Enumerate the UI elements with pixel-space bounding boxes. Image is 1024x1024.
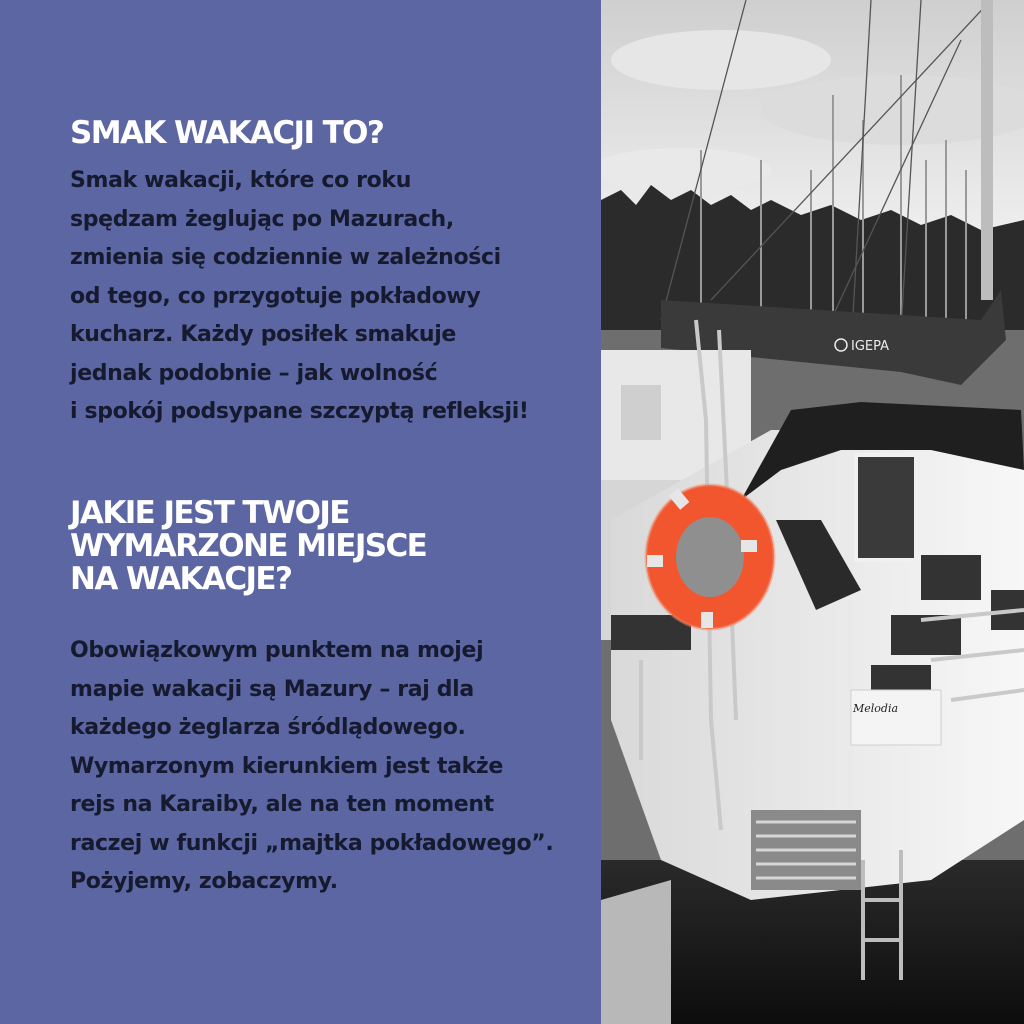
paragraph-line: i spokój podsypane szczyptą refleksji! <box>70 399 529 424</box>
paragraph-line: Pożyjemy, zobaczymy. <box>70 869 338 894</box>
paragraph-line: Wymarzonym kierunkiem jest także <box>70 753 503 779</box>
paragraph-line: kucharz. Każdy posiłek smakuje <box>70 322 456 347</box>
lifebuoy <box>646 485 774 629</box>
paragraph-line: Smak wakacji, które co roku <box>70 168 412 193</box>
heading-line: NA WAKACJE? <box>70 561 292 597</box>
paragraph-line: od tego, co przygotuje pokładowy <box>70 283 481 309</box>
paragraph-line: jednak podobnie – jak wolność <box>70 360 438 386</box>
cabin-hatch <box>856 455 916 560</box>
swim-ladder <box>751 810 861 890</box>
heading-line: JAKIE JEST TWOJE <box>70 495 349 531</box>
paragraph-line: spędzam żeglując po Mazurach, <box>70 206 454 232</box>
heading-line: WYMARZONE MIEJSCE <box>70 528 427 564</box>
section-heading-taste: SMAK WAKACJI TO? <box>70 115 384 151</box>
section-paragraph-taste <box>70 162 529 432</box>
paragraph-line: raczej w funkcji „majtka pokładowego”. <box>70 830 554 856</box>
paragraph-line: mapie wakacji są Mazury – raj dla <box>70 676 474 702</box>
paragraph-line: Obowiązkowym punktem na mojej <box>70 638 484 663</box>
sail-cover-text: IGEPA <box>851 339 890 354</box>
paragraph-line: każdego żeglarza śródlądowego. <box>70 715 466 740</box>
boat-name-text: Melodia <box>853 702 899 715</box>
section-heading-dream-place <box>70 497 426 596</box>
paragraph-line: zmienia się codziennie w zależności <box>70 245 501 270</box>
section-paragraph-dream-place <box>70 632 553 902</box>
sailboat-photo <box>601 0 1024 1024</box>
pontoon <box>601 880 671 1024</box>
main-mast <box>981 0 993 300</box>
paragraph-line: rejs na Karaiby, ale na ten moment <box>70 792 494 817</box>
